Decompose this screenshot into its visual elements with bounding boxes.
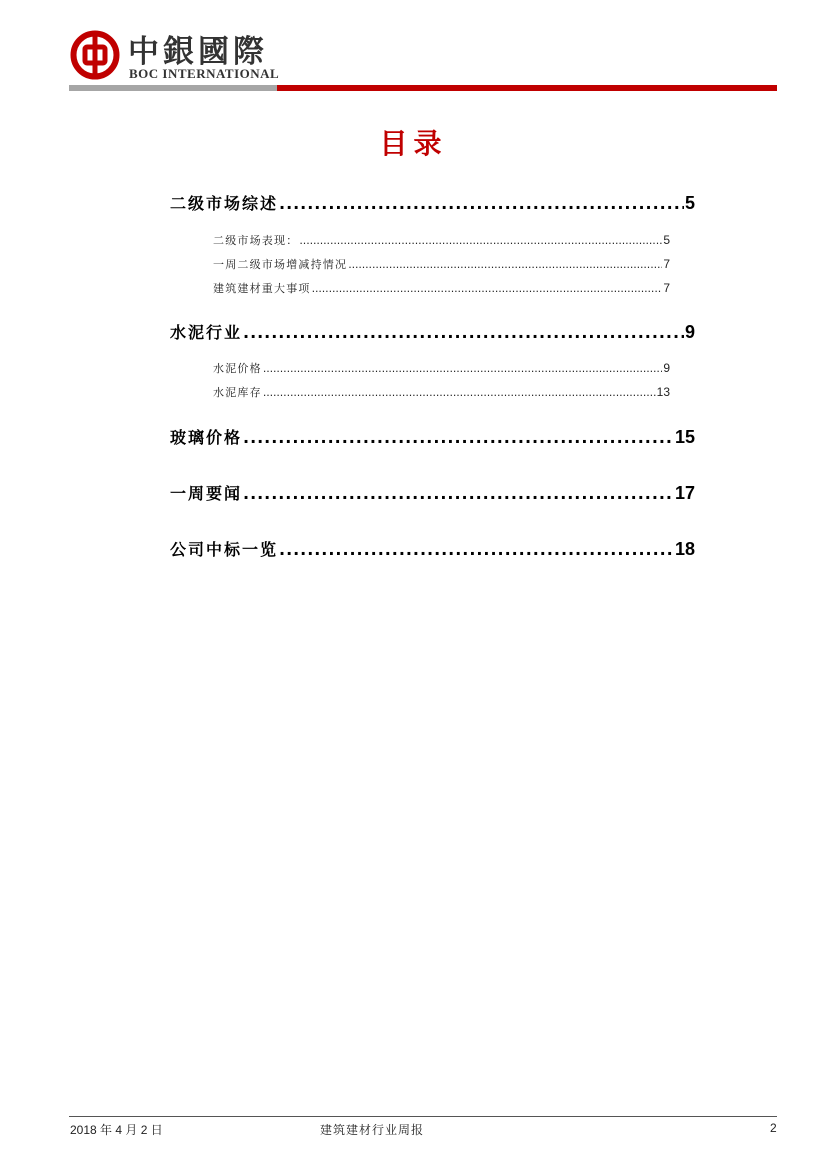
- toc-subentry[interactable]: [213, 232, 670, 248]
- toc-entry-label: 二级市场表现：: [213, 234, 299, 247]
- toc-entry[interactable]: [170, 481, 695, 504]
- toc-entry-page: 18: [674, 539, 695, 559]
- toc-leader-dots: [348, 258, 662, 271]
- toc-entry-page: 5: [663, 233, 670, 247]
- footer-date: 2018 年 4 月 2 日: [70, 1123, 163, 1137]
- toc-entry-page: 7: [663, 257, 670, 271]
- toc-leader-dots: [299, 234, 662, 247]
- toc-entry[interactable]: [170, 191, 695, 214]
- toc-leader-dots: [243, 323, 684, 342]
- boc-logo-icon: [70, 30, 120, 80]
- header-rule-grey: [69, 85, 277, 91]
- toc-entry-label: 二级市场综述: [170, 194, 279, 213]
- toc-entry-label: 玻璃价格: [170, 428, 243, 447]
- logo-english-name: BOC INTERNATIONAL: [129, 66, 280, 81]
- toc-title: 目录: [379, 127, 448, 160]
- toc-entry-label: 建筑建材重大事项: [213, 282, 311, 295]
- toc-subentry[interactable]: [213, 360, 670, 376]
- toc-leader-dots: [243, 484, 674, 503]
- toc-entry-label: 一周要闻: [170, 484, 243, 503]
- page-header: [0, 0, 827, 100]
- toc-leader-dots: [279, 194, 684, 213]
- toc-entry-page: 15: [674, 427, 695, 447]
- toc-entry[interactable]: [170, 425, 695, 448]
- toc-leader-dots: [243, 428, 674, 447]
- toc-entry-label: 一周二级市场增减持情况: [213, 258, 348, 271]
- toc-subentry[interactable]: [213, 384, 670, 400]
- toc-entry-label: 公司中标一览: [170, 540, 279, 559]
- toc-entry-page: 5: [684, 193, 695, 213]
- toc-leader-dots: [263, 386, 656, 399]
- toc-entry-page: 7: [663, 281, 670, 295]
- toc-leader-dots: [263, 362, 663, 375]
- toc-entry[interactable]: [170, 537, 695, 560]
- toc-entry-page: 17: [674, 483, 695, 503]
- toc-leader-dots: [279, 540, 674, 559]
- toc-entry-page: 9: [663, 361, 670, 375]
- toc-entry-label: 水泥价格: [213, 362, 262, 375]
- toc-entry-label: 水泥行业: [170, 323, 243, 342]
- toc-entry-page: 13: [656, 385, 670, 399]
- toc-entry[interactable]: [170, 320, 695, 343]
- toc-subentry[interactable]: [213, 256, 670, 272]
- toc-entry-page: 9: [684, 322, 695, 342]
- toc-leader-dots: [312, 282, 663, 295]
- footer-rule: [69, 1116, 777, 1117]
- logo-chinese-name: 中銀國際: [128, 34, 268, 70]
- toc-subentry[interactable]: [213, 280, 670, 296]
- footer-page-number: 2: [770, 1121, 777, 1135]
- footer-report-title: 建筑建材行业周报: [320, 1123, 425, 1137]
- header-rule-red: [277, 85, 777, 91]
- toc-entry-label: 水泥库存: [213, 386, 262, 399]
